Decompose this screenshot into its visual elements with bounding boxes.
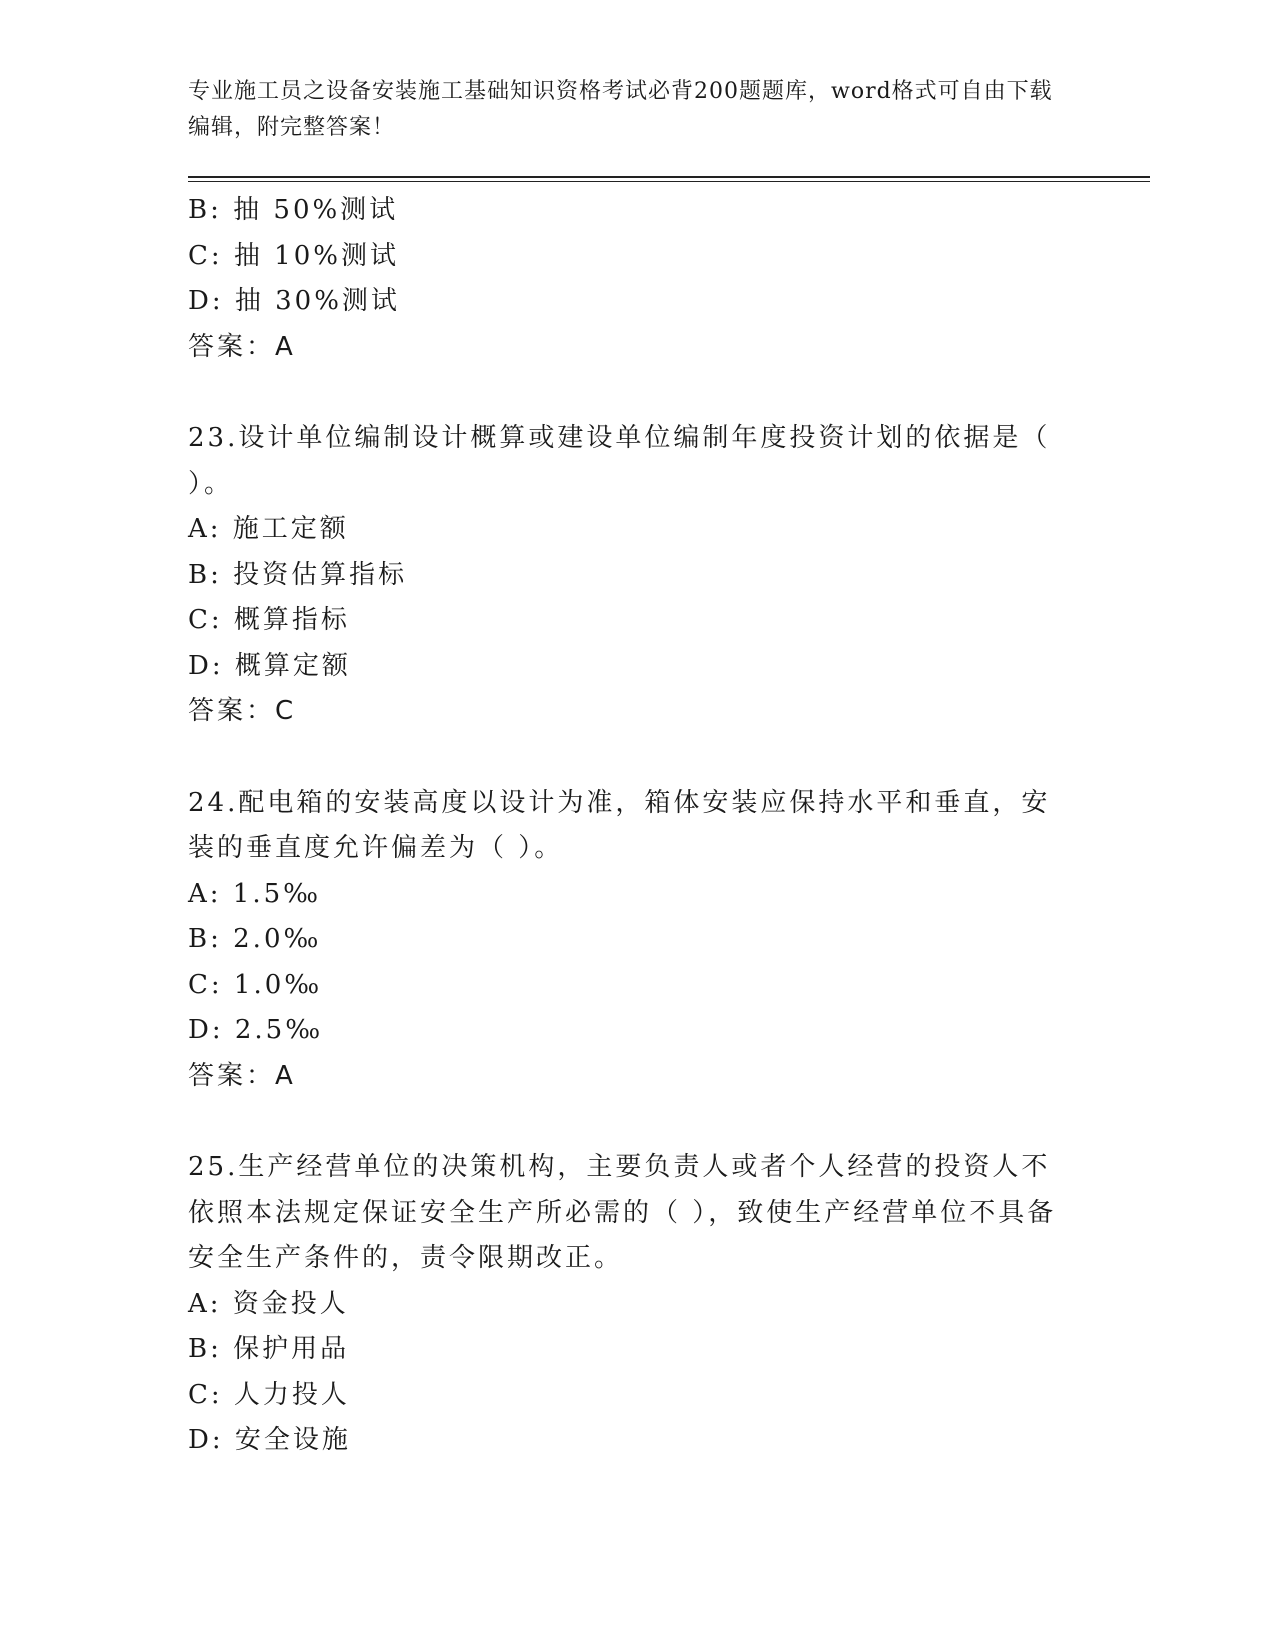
option-a: A: 资金投人 [188,1288,349,1319]
question-23 [188,416,1068,735]
option-d: D: 概算定额 [188,650,351,681]
option-a: A: 施工定额 [188,514,349,544]
spacer [188,1099,1068,1145]
answer-line: 答案：A [188,1060,296,1091]
option-a: A: 1.5‰ [188,878,322,909]
document-header [188,74,1068,146]
option-c: C: 抽 10%测试 [188,240,399,271]
header-title: 专业施工员之设备安装施工基础知识资格考试必背200题题库，word格式可自由下载编辑，附完整答案！ [188,79,1053,140]
question-text: 23.设计单位编制设计概算或建设单位编制年度投资计划的依据是（ ）。 [188,423,1051,499]
header-divider-thin [188,181,1150,182]
option-b: B: 保护用品 [188,1334,350,1364]
answer-line: 答案：C [188,696,297,726]
carryover-question [188,188,1068,370]
question-25 [188,1145,1068,1464]
option-d: D: 安全设施 [188,1425,351,1455]
document-body [188,188,1068,1464]
header-divider-thick [188,176,1150,178]
spacer [188,370,1068,416]
question-text: 25.生产经营单位的决策机构，主要负责人或者个人经营的投资人不依照本法规定保证安全生产所必需的（ ），致使生产经营单位不具备安全生产条件的，责令限期改正。 [188,1152,1057,1273]
question-24 [188,781,1068,1100]
option-b: B: 2.0‰ [188,924,322,954]
answer-line: 答案：A [188,331,296,362]
option-c: C: 概算指标 [188,605,350,635]
option-b: B: 投资估算指标 [188,559,408,590]
option-b: B: 抽 50%测试 [188,195,399,225]
question-text: 24.配电箱的安装高度以设计为准，箱体安装应保持水平和垂直，安装的垂直度允许偏差为（ ）。 [188,787,1051,863]
option-c: C: 人力投人 [188,1379,350,1410]
option-d: D: 2.5‰ [188,1015,324,1045]
spacer [188,735,1068,781]
option-d: D: 抽 30%测试 [188,286,400,316]
option-c: C: 1.0‰ [188,969,323,1000]
